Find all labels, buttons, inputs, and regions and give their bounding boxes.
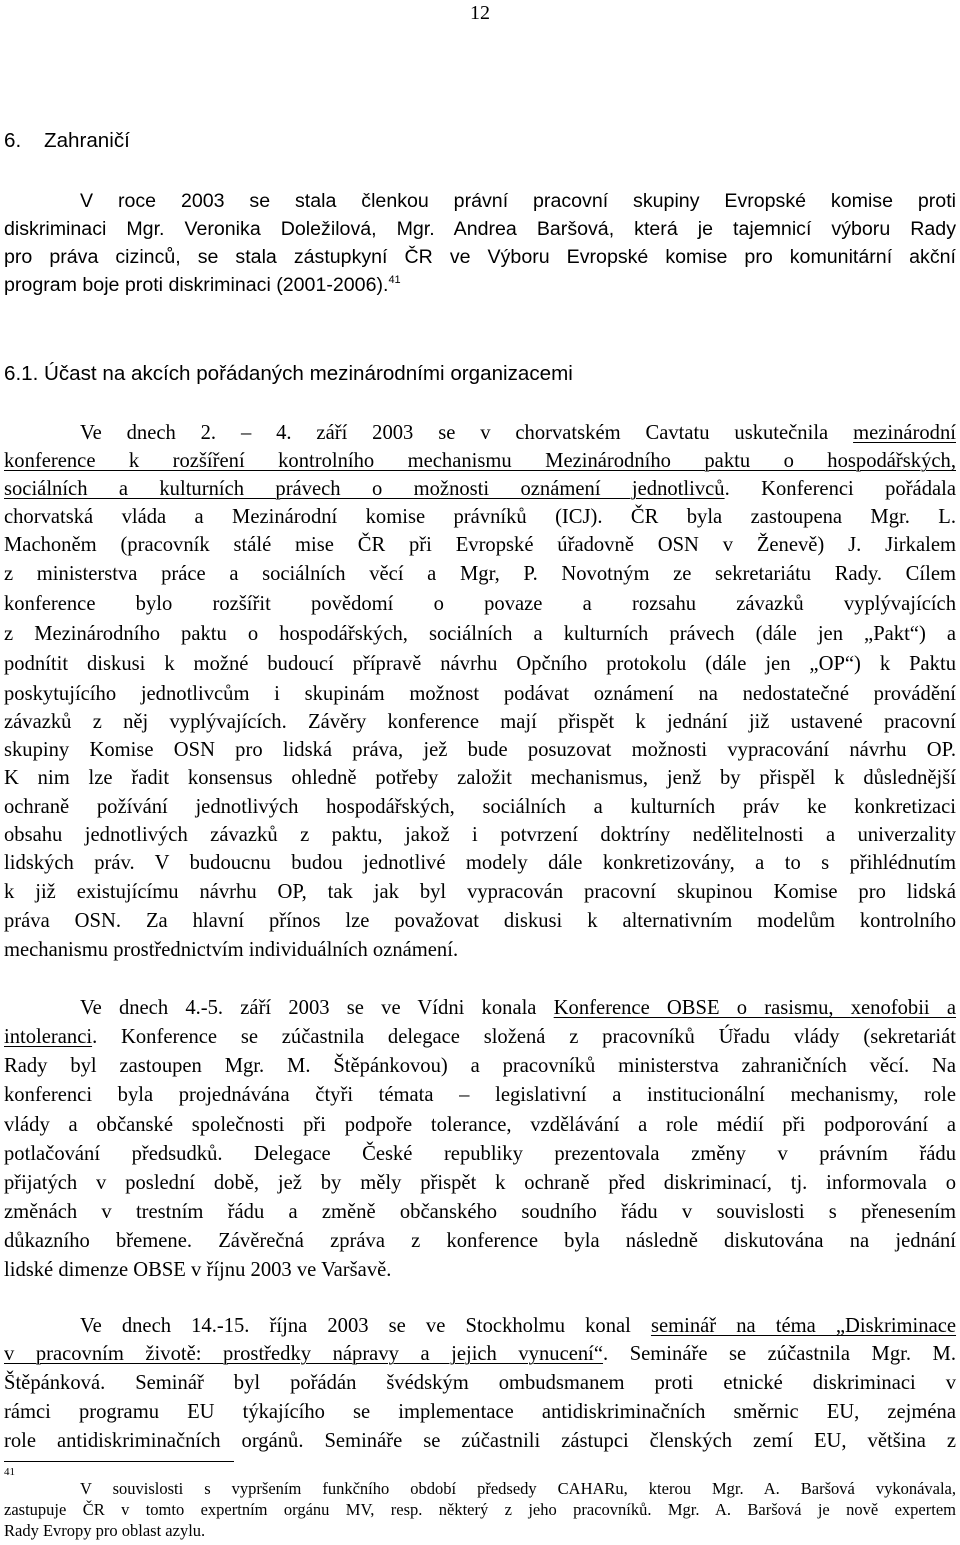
paragraph-3-text: Ve dnech 4.-5. září 2003 se ve Vídni konala [80,997,554,1019]
paragraph-4-line: Štěpánková. Seminář byl pořádán švédským ombudsmanem proti etnické diskriminaci v [4,1372,956,1394]
section-number: 6. [4,129,22,152]
footnote-mark: 41 [4,1466,15,1478]
paragraph-2-line: k již existujícímu návrhu OP, tak jak byl vypracován pracovní skupinou Komise pro lidská [4,881,956,903]
footnote-separator [4,1461,234,1462]
conference-link: sociálních a kulturních právech o možnosti oznámení jednotlivců [4,478,725,500]
paragraph-4-line: rámci programu EU týkajícího se implementace antidiskriminačních směrnic EU, zejména [4,1401,956,1423]
paragraph-2-line: práva OSN. Za hlavní přínos lze považovat diskusi k alternativním modelům kontrolního [4,910,956,932]
paragraph-2-line: z ministerstva práce a sociálních věcí a Mgr, P. Novotným ze sekretariátu Rady. Cílem [4,563,956,585]
paragraph-3-line: přijatých v poslední době, jež by měly přispět k ochraně před diskriminací, tj. informovala o [4,1172,956,1194]
paragraph-3-line-1 [80,995,956,1021]
paragraph-1-text: program boje proti diskriminaci (2001-2006). [4,274,389,296]
paragraph-4-line-2 [4,1341,956,1367]
paragraph-2-line: skupiny Komise OSN pro lidská práva, jež bude posuzovat možnosti vypracování návrhu OP. [4,739,956,761]
paragraph-3-line: změnách v trestním řádu a změně občanského soudního řádu v souvislosti s přenesením [4,1201,956,1223]
paragraph-1-line: diskriminaci Mgr. Veronika Doležilová, Mgr. Andrea Baršová, která je tajemnicí výboru Rady [4,218,956,240]
paragraph-2-text: . Konferenci pořádala [724,478,956,500]
paragraph-3-line: konferenci byla projednávána čtyři témata – legislativní a institucionální mechanismy, role [4,1084,956,1106]
footnote-line: zastupuje ČR v tomto expertním orgánu MV, resp. některý z jeho pracovníků. Mgr. A. Baršová je nově expertem [4,1500,956,1519]
paragraph-2-text: Ve dnech 2. – 4. září 2003 se v chorvatském Cavtatu uskutečnila [80,422,854,444]
paragraph-3-line: potlačování předsudků. Delegace České republiky prezentovala změny v právním řádu [4,1143,956,1165]
paragraph-2-line: mechanismu prostřednictvím individuálních oznámení. [4,939,459,961]
paragraph-1-line-last [4,272,956,298]
paragraph-3-line: lidské dimenze OBSE v říjnu 2003 ve Varšavě. [4,1259,392,1281]
paragraph-4-text: . Semináře se zúčastnila Mgr. M. [603,1343,956,1365]
paragraph-3-text: . Konference se zúčastnila delegace složená z pracovníků Úřadu vlády (sekretariát [92,1026,956,1048]
paragraph-2-line-1 [80,420,956,446]
subsection-title: Účast na akcích pořádaných mezinárodními organizacemi [44,362,573,385]
paragraph-2-line: poskytujícího jednotlivcům i skupinám možnost podávat oznámení na nedostatečné provádění [4,683,956,705]
paragraph-2-line-3 [4,476,956,502]
paragraph-4-text: Ve dnech 14.-15. října 2003 se ve Stockholmu konal [80,1315,651,1337]
footnote-ref[interactable]: 41 [388,274,401,286]
seminar-link: seminář na téma „Diskriminace [650,1315,957,1337]
paragraph-3-line: Rady byl zastoupen Mgr. M. Štěpánkovou) a pracovníků ministerstva zahraničních věcí. Na [4,1055,956,1077]
paragraph-2-line: chorvatská vláda a Mezinárodní komise právníků (ICJ). ČR byla zastoupena Mgr. L. [4,506,956,528]
paragraph-2-line: obsahu jednotlivých závazků z paktu, jakož i potvrzení doktríny nedělitelnosti a univerzality [4,824,956,846]
paragraph-4-line-1 [80,1313,956,1339]
paragraph-2-line: lidských práv. V budoucnu budou jednotlivé modely dále konkretizovány, a to s přihlédnutím [4,852,956,874]
subsection-number: 6.1. [4,362,39,385]
paragraph-2-line: podnítit diskusi k možné budoucí přípravě návrhu Opčního protokolu (dále jen „OP“) k Paktu [4,653,956,675]
conference-link: intoleranci [4,1026,93,1048]
paragraph-2-line: závazků z něj vyplývajících. Závěry konference mají přispět k jednání již ustavené pracovní [4,711,956,733]
conference-link: konference k rozšíření kontrolního mechanismu Mezinárodního paktu o hospodářských, [4,450,956,472]
paragraph-3-line: vlády a občanské společnosti při podpoře tolerance, vzdělávání a role médií při podporování a [4,1114,956,1136]
footnote-line: V souvislosti s vypršením funkčního období předsedy CAHARu, kterou Mgr. A. Baršová vykonávala, [80,1479,956,1498]
conference-link: Konference OBSE o rasismu, xenofobii a [553,997,957,1019]
paragraph-3-line-2 [4,1024,956,1050]
paragraph-2-line: ochraně požívání jednotlivých hospodářských, sociálních a kulturních práv ke konkretizaci [4,796,956,818]
section-title: Zahraničí [44,129,130,152]
seminar-link: v pracovním životě: prostředky nápravy a jejich vynucení“ [4,1343,604,1365]
paragraph-2-line: K nim lze řadit konsensus ohledně potřeby založit mechanismus, jenž by přispěl k důslednější [4,767,956,789]
paragraph-1-line: V roce 2003 se stala členkou právní pracovní skupiny Evropské komise proti [80,190,956,212]
paragraph-3-line: důkazního břemene. Závěrečná zpráva z konference byla následně diskutována na jednání [4,1230,956,1252]
paragraph-2-line: z Mezinárodního paktu o hospodářských, sociálních a kulturních právech (dále jen „Pakt“) a [4,623,956,645]
paragraph-1-line: pro práva cizinců, se stala zástupkyní ČR ve Výboru Evropské komise pro komunitární akční [4,246,956,268]
paragraph-2-line: konference bylo rozšířit povědomí o povaze a rozsahu závazků vyplývajících [4,593,956,615]
paragraph-4-line: role antidiskriminačních orgánů. Semináře se zúčastnili zástupci členských zemí EU, většina z [4,1430,956,1452]
conference-link: mezinárodní [853,422,956,444]
paragraph-2-line: Machoněm (pracovník stálé mise ČR při Evropské úřadovně OSN v Ženevě) J. Jirkalem [4,534,956,556]
page-number: 12 [470,2,490,24]
footnote-line: Rady Evropy pro oblast azylu. [4,1521,206,1540]
paragraph-2-line-2 [4,448,956,474]
